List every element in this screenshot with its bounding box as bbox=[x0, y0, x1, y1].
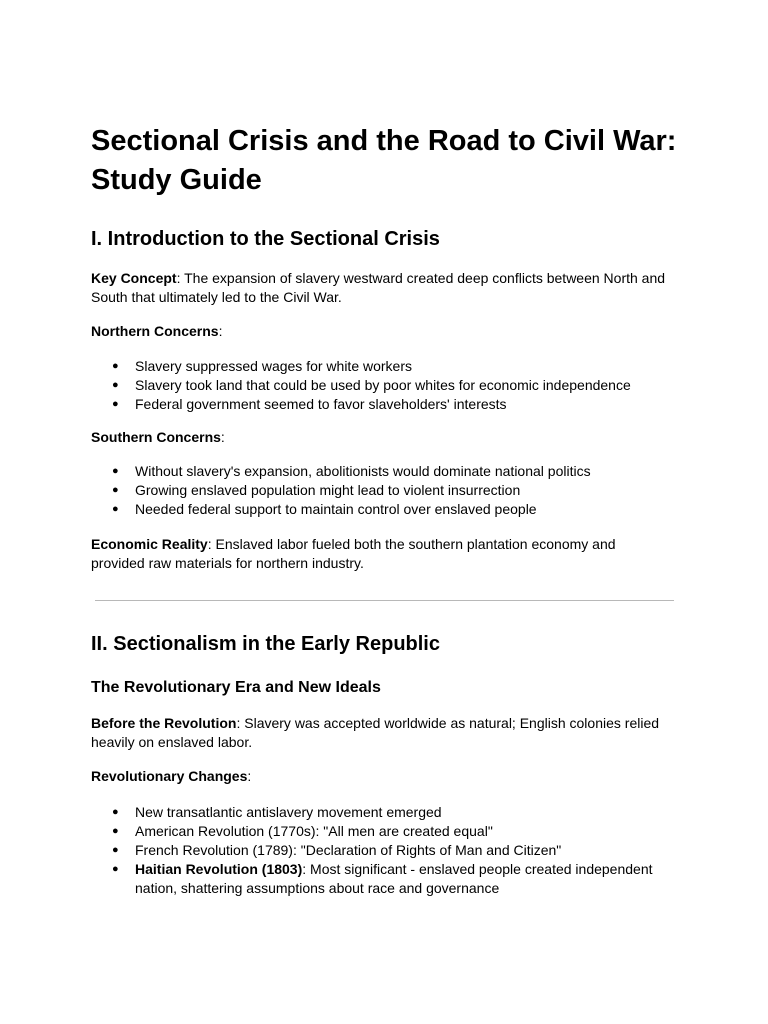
list-item-text: New transatlantic antislavery movement emerged bbox=[135, 804, 442, 820]
section-2-heading: II. Sectionalism in the Early Republic bbox=[91, 633, 440, 655]
bullet-icon: ● bbox=[112, 844, 119, 856]
economic-reality-text: : Enslaved labor fueled both the southern plantation economy and provided raw materials for northern industry. bbox=[91, 536, 616, 571]
list-item-text: American Revolution (1770s): "All men are created equal" bbox=[135, 823, 493, 839]
southern-concerns-list bbox=[91, 462, 675, 519]
horizontal-divider bbox=[95, 600, 674, 601]
list-item-text: French Revolution (1789): "Declaration of Rights of Man and Citizen" bbox=[135, 842, 562, 858]
bullet-icon: ● bbox=[112, 806, 119, 818]
list-item bbox=[91, 462, 675, 481]
list-item bbox=[91, 376, 675, 395]
list-item bbox=[91, 481, 675, 500]
list-item-text: Growing enslaved population might lead to violent insurrection bbox=[135, 482, 521, 498]
before-revolution-paragraph bbox=[91, 714, 671, 752]
key-concept-label: Key Concept bbox=[91, 270, 177, 286]
bullet-icon: ● bbox=[112, 863, 119, 875]
document-title: Sectional Crisis and the Road to Civil War: Study Guide bbox=[91, 125, 677, 196]
bullet-icon: ● bbox=[112, 484, 119, 496]
revolutionary-changes-label-line bbox=[91, 767, 671, 786]
southern-concerns-label-line bbox=[91, 428, 671, 447]
bullet-icon: ● bbox=[112, 465, 119, 477]
northern-concerns-label: Northern Concerns bbox=[91, 323, 219, 339]
haitian-revolution-label: Haitian Revolution (1803) bbox=[135, 861, 303, 877]
northern-concerns-list bbox=[91, 357, 675, 414]
bullet-icon: ● bbox=[112, 379, 119, 391]
northern-concerns-label-line bbox=[91, 322, 671, 341]
before-revolution-text: : Slavery was accepted worldwide as natural; English colonies relied heavily on enslaved labor. bbox=[91, 715, 660, 750]
economic-reality-label: Economic Reality bbox=[91, 536, 208, 552]
list-item bbox=[91, 500, 675, 519]
list-item bbox=[91, 860, 675, 898]
key-concept-paragraph bbox=[91, 269, 671, 307]
bullet-icon: ● bbox=[112, 503, 119, 515]
before-revolution-label: Before the Revolution bbox=[91, 715, 237, 731]
southern-concerns-colon: : bbox=[220, 429, 225, 445]
list-item-text: Without slavery's expansion, abolitionists would dominate national politics bbox=[135, 463, 591, 479]
northern-concerns-colon: : bbox=[218, 323, 223, 339]
list-item-text: Slavery took land that could be used by poor whites for economic independence bbox=[135, 377, 631, 393]
section-1-heading: I. Introduction to the Sectional Crisis bbox=[91, 228, 440, 250]
bullet-icon: ● bbox=[112, 398, 119, 410]
bullet-icon: ● bbox=[112, 825, 119, 837]
key-concept-text: : The expansion of slavery westward created deep conflicts between North and South that ultimately led to the Civil War. bbox=[91, 270, 666, 305]
revolutionary-changes-colon: : bbox=[247, 768, 252, 784]
list-item bbox=[91, 357, 675, 376]
bullet-icon: ● bbox=[112, 360, 119, 372]
economic-reality-paragraph bbox=[91, 535, 671, 573]
southern-concerns-label: Southern Concerns bbox=[91, 429, 221, 445]
list-item-text: Needed federal support to maintain control over enslaved people bbox=[135, 501, 537, 517]
revolutionary-changes-list bbox=[91, 803, 675, 898]
revolutionary-changes-label: Revolutionary Changes bbox=[91, 768, 248, 784]
list-item bbox=[91, 395, 675, 414]
list-item bbox=[91, 803, 675, 822]
list-item-text: Slavery suppressed wages for white workers bbox=[135, 358, 413, 374]
list-item bbox=[91, 841, 675, 860]
haitian-revolution-text: : Most significant - enslaved people created independent nation, shattering assumptions about race and governance bbox=[135, 861, 653, 896]
section-2-subheading: The Revolutionary Era and New Ideals bbox=[91, 679, 381, 696]
list-item bbox=[91, 822, 675, 841]
list-item-text: Federal government seemed to favor slaveholders' interests bbox=[135, 396, 507, 412]
